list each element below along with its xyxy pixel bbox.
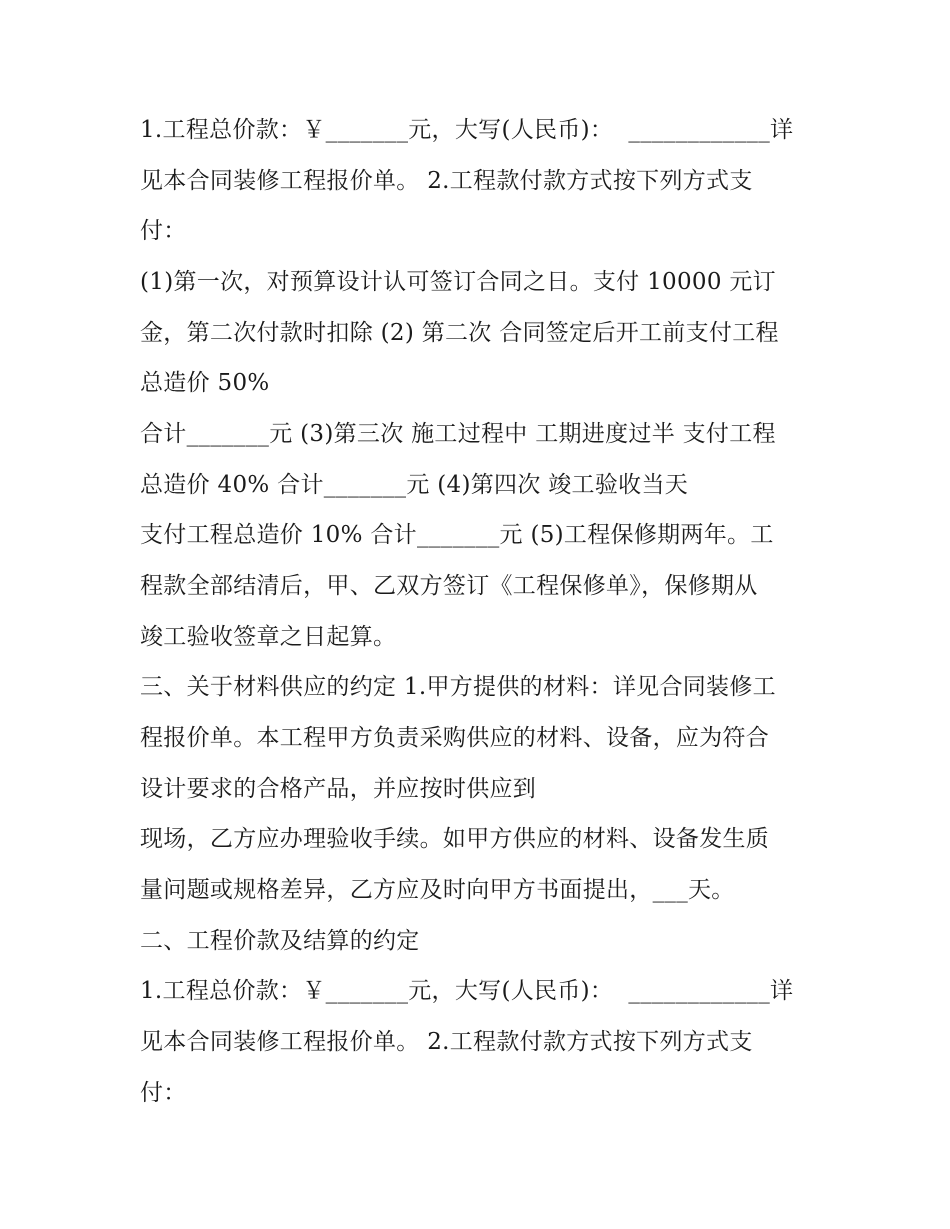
text-line: 金，第二次付款时扣除 (2) 第二次 合同签定后开工前支付工程	[140, 320, 779, 346]
text-line: 合计_______元 (3)第三次 施工过程中 工期进度过半 支付工程	[140, 421, 776, 447]
text-line: 二、工程价款及结算的约定	[140, 928, 420, 954]
text-line: 见本合同装修工程报价单。 2.工程款付款方式按下列方式支	[140, 1029, 753, 1055]
text-line: 设计要求的合格产品，并应按时供应到	[140, 776, 537, 802]
text-line: 1.工程总价款：￥_______元，大写(人民币)： ____________详	[140, 117, 794, 143]
text-line: 三、关于材料供应的约定 1.甲方提供的材料：详见合同装修工	[140, 674, 776, 700]
text-line: 现场，乙方应办理验收手续。如甲方供应的材料、设备发生质	[140, 826, 770, 852]
text-line: 1.工程总价款：￥_______元，大写(人民币)： ____________详	[140, 978, 794, 1004]
text-line: 支付工程总造价 10% 合计_______元 (5)工程保修期两年。工	[140, 522, 774, 548]
text-line: (1)第一次，对预算设计认可签订合同之日。支付 10000 元订	[140, 269, 776, 295]
text-line: 付：	[140, 1080, 187, 1106]
text-line: 竣工验收签章之日起算。	[140, 624, 397, 650]
text-line: 见本合同装修工程报价单。 2.工程款付款方式按下列方式支	[140, 168, 753, 194]
text-line: 付：	[140, 218, 187, 244]
text-line: 程款全部结清后，甲、乙双方签订《工程保修单》，保修期从	[140, 573, 758, 599]
text-line: 总造价 40% 合计_______元 (4)第四次 竣工验收当天	[140, 472, 689, 498]
text-line: 量问题或规格差异，乙方应及时向甲方书面提出，___天。	[140, 877, 735, 903]
text-line: 程报价单。本工程甲方负责采购供应的材料、设备，应为符合	[140, 725, 770, 751]
text-line: 总造价 50%	[140, 370, 270, 396]
